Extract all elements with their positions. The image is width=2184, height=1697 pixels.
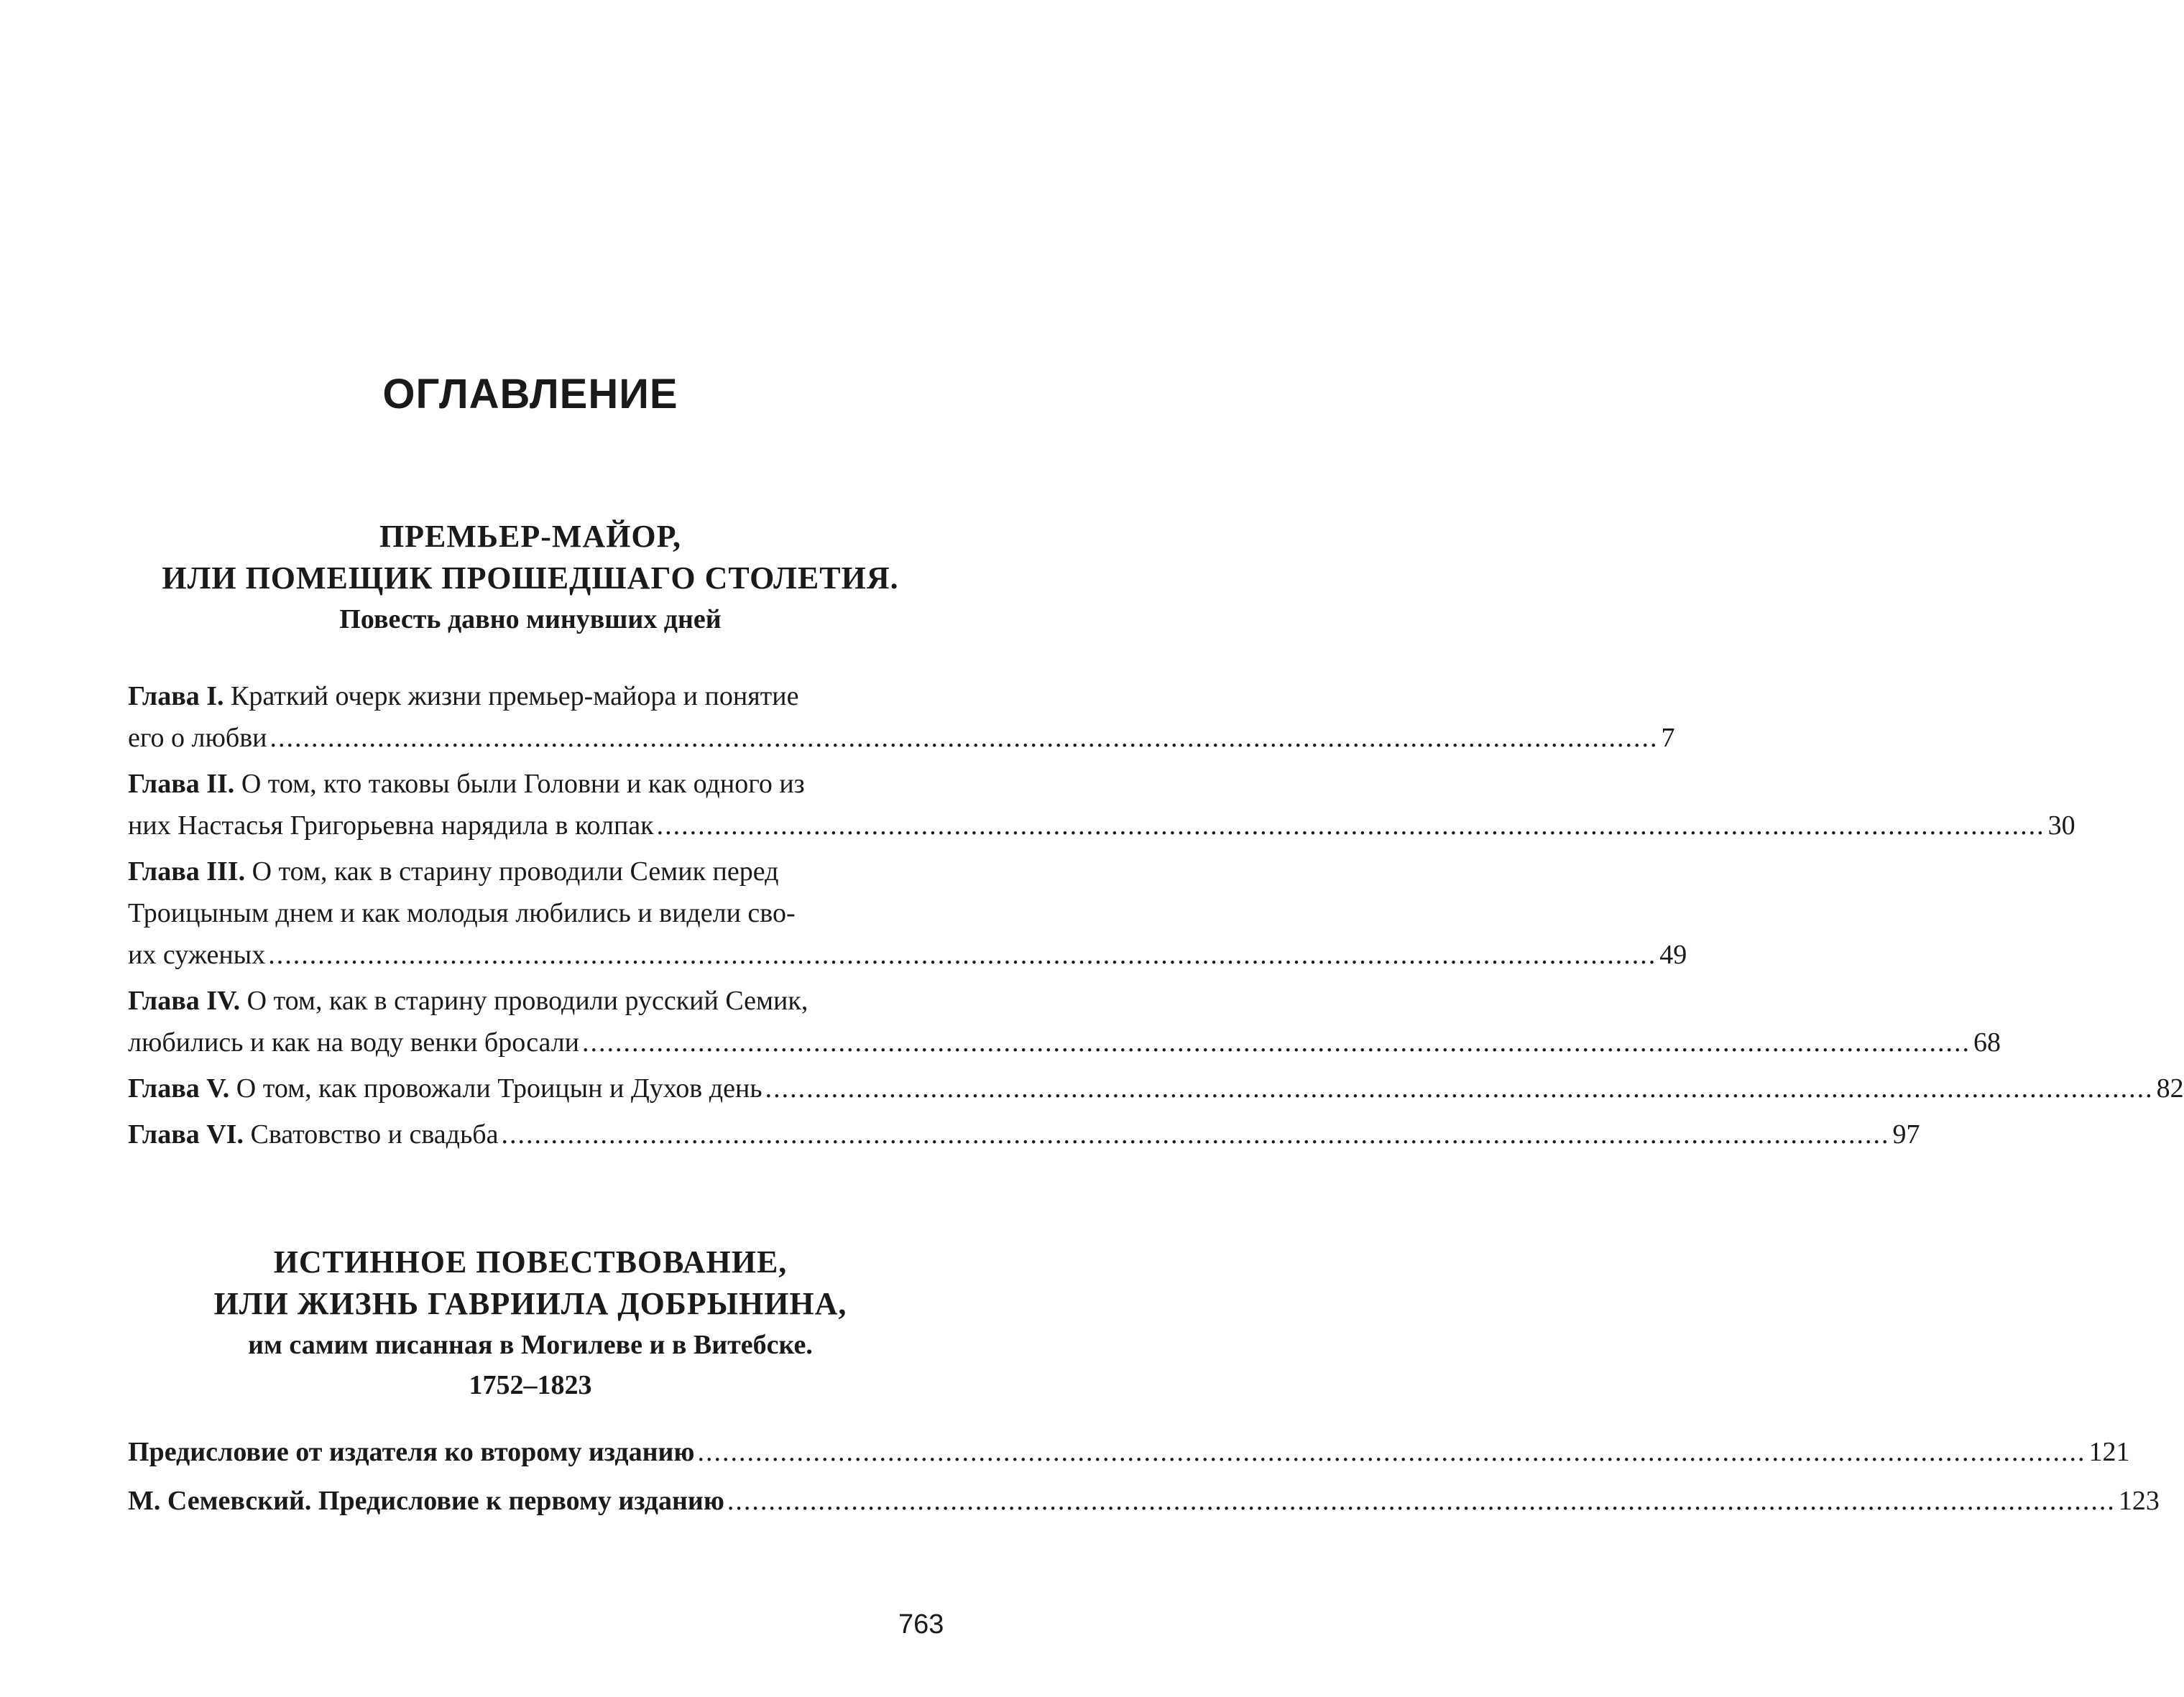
entry-text: них Настасья Григорьевна нарядила в колпак — [128, 810, 654, 841]
chapter-label: Глава III. — [128, 856, 246, 887]
page-ref: 97 — [1892, 1119, 1920, 1150]
page-ref: 30 — [2047, 810, 2075, 841]
dot-leader: ........................................................................................................................................................................ — [697, 1437, 2086, 1467]
dot-leader: ........................................................................................................................................................................ — [268, 940, 1657, 970]
dot-leader: ........................................................................................................................................................................ — [501, 1119, 1890, 1150]
toc-list-section2 — [128, 1430, 2160, 1527]
toc-entry[interactable] — [128, 1114, 1920, 1155]
chapter-label: Глава I. — [128, 681, 224, 711]
section-subtitle: Повесть давно минувших дней — [339, 604, 722, 634]
section-subtitle: им самим писанная в Могилеве и в Витебске. — [248, 1330, 813, 1360]
toc-list-section1 — [128, 675, 2184, 1160]
toc-entry[interactable] — [128, 980, 2001, 1063]
chapter-label: Глава IV. — [128, 986, 241, 1016]
page-ref: 121 — [2088, 1437, 2130, 1467]
page-title: ОГЛАВЛЕНИЕ — [382, 371, 678, 417]
section-title-line: ПРЕМЬЕР-МАЙОР, — [379, 519, 682, 554]
chapter-label: Глава II. — [128, 769, 235, 799]
entry-text: О том, как провожали Троицын и Духов день — [236, 1073, 762, 1104]
chapter-label: Глава VI. — [128, 1119, 244, 1150]
page-ref: 82 — [2156, 1073, 2184, 1104]
page-number: 763 — [898, 1609, 944, 1640]
section-dates: 1752–1823 — [469, 1370, 592, 1400]
toc-entry[interactable] — [128, 1479, 2160, 1523]
page-ref: 68 — [1973, 1027, 2001, 1058]
section-heading-premier-major — [0, 516, 1061, 639]
dot-leader: ........................................................................................................................................................................ — [765, 1073, 2154, 1104]
toc-entry[interactable] — [128, 675, 1675, 759]
section-title-line: ИСТИННОЕ ПОВЕСТВОВАНИЕ, — [273, 1244, 788, 1280]
entry-text: О том, кто таковы были Головни и как одного из — [241, 769, 805, 799]
dot-leader: ........................................................................................................................................................................ — [727, 1486, 2116, 1516]
page-ref: 49 — [1659, 940, 1687, 970]
toc-entry[interactable] — [128, 1430, 2130, 1474]
entry-text: Сватовство и свадьба — [250, 1119, 499, 1150]
entry-text: О том, как в старину проводили Семик перед — [252, 856, 779, 887]
chapter-label: Глава V. — [128, 1073, 230, 1104]
entry-text: любились и как на воду венки бросали — [128, 1027, 580, 1058]
entry-text: Троицыным днем и как молодыя любились и видели сво- — [128, 898, 796, 928]
entry-text: Краткий очерк жизни премьер-майора и понятие — [231, 681, 799, 711]
toc-entry[interactable] — [128, 763, 2075, 846]
section-heading-dobrynin — [0, 1241, 1061, 1405]
dot-leader: ........................................................................................................................................................................ — [269, 723, 1659, 753]
entry-title: М. Семевский. Предисловие к первому изданию — [128, 1486, 724, 1516]
entry-text: его о любви — [128, 723, 267, 753]
toc-entry[interactable] — [128, 1068, 2184, 1109]
toc-entry[interactable] — [128, 851, 1687, 976]
dot-leader: ........................................................................................................................................................................ — [582, 1027, 1971, 1058]
dot-leader: ........................................................................................................................................................................ — [656, 810, 2045, 841]
section-title-line: ИЛИ ЖИЗНЬ ГАВРИИЛА ДОБРЫНИНА, — [213, 1286, 847, 1321]
entry-title: Предисловие от издателя ко второму изданию — [128, 1437, 695, 1467]
page-ref: 7 — [1661, 723, 1675, 753]
entry-text: их суженых — [128, 940, 266, 970]
page-ref: 123 — [2118, 1486, 2160, 1516]
entry-text: О том, как в старину проводили русский Семик, — [246, 986, 808, 1016]
section-title-line: ИЛИ ПОМЕЩИК ПРОШЕДШАГО СТОЛЕТИЯ. — [162, 560, 899, 596]
